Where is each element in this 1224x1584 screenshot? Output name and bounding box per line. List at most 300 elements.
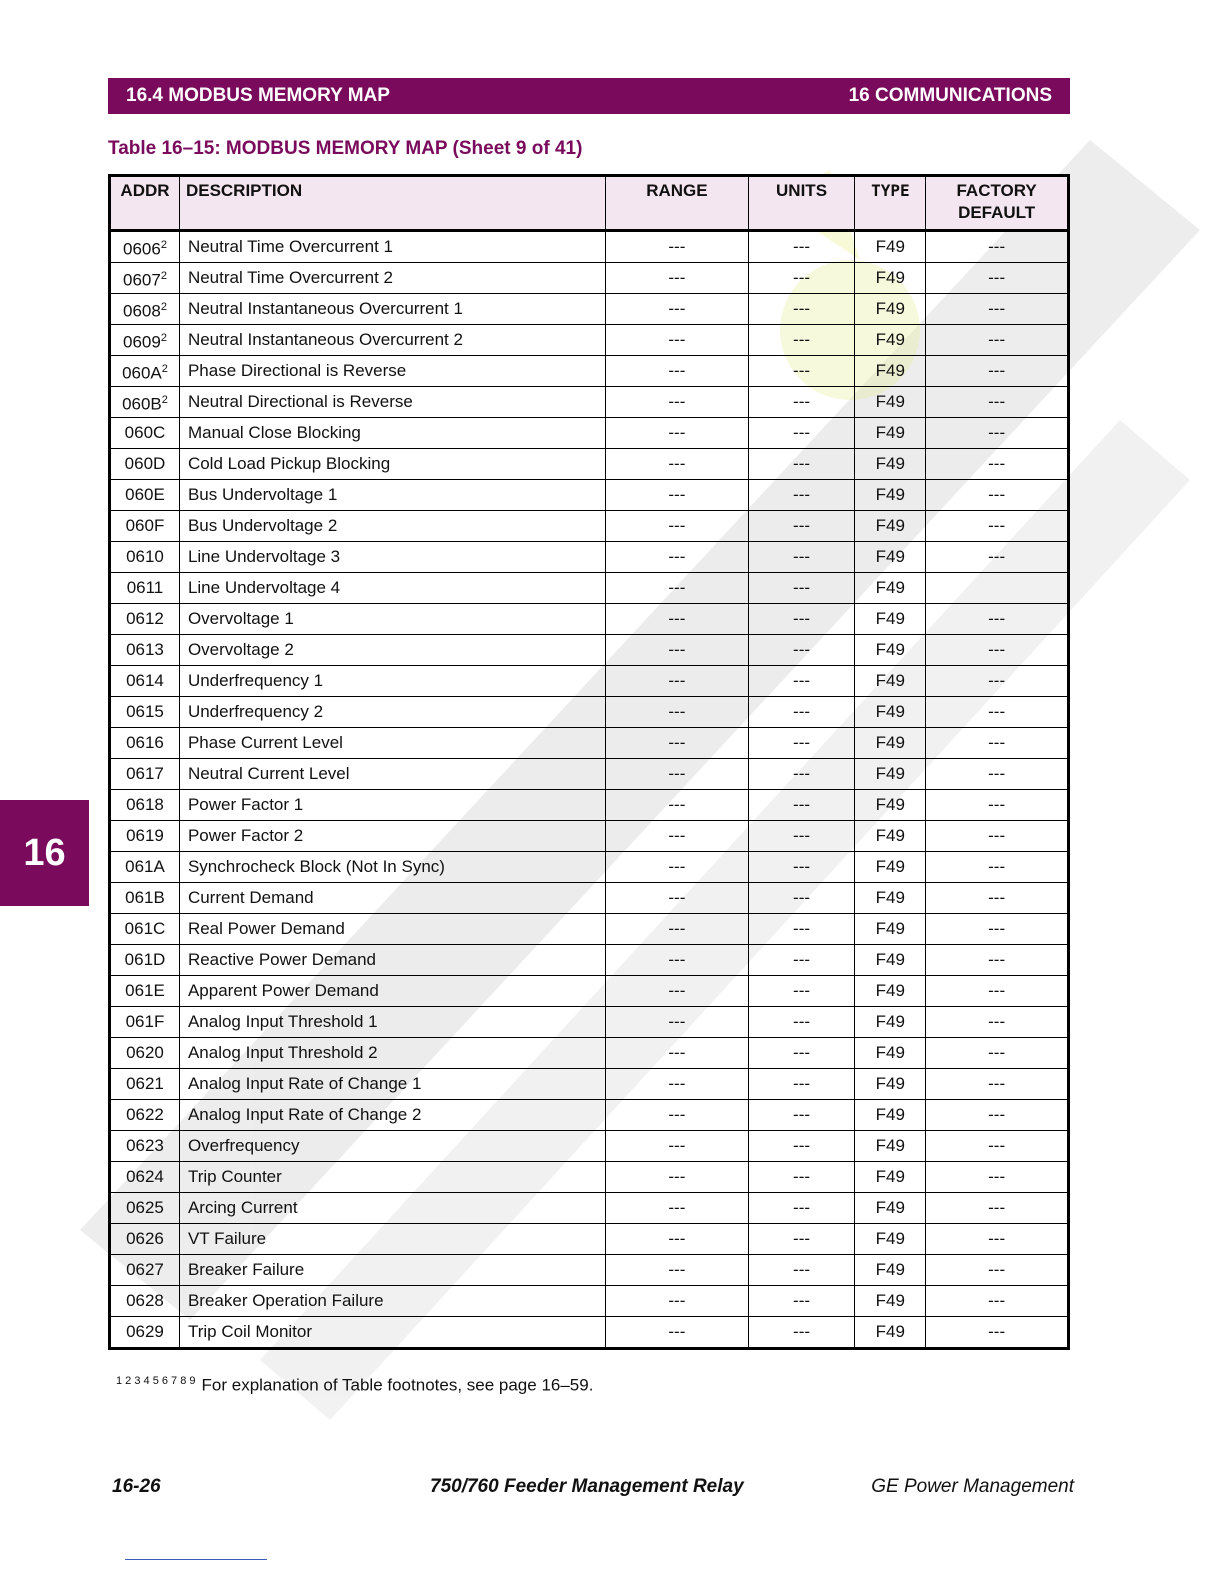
cell-type: F49 — [855, 542, 926, 573]
cell-units: --- — [748, 418, 855, 449]
cell-factory-default: --- — [926, 1162, 1069, 1193]
cell-description: Analog Input Rate of Change 1 — [179, 1069, 605, 1100]
addr-value: 061D — [124, 950, 166, 969]
table-row — [110, 263, 1069, 294]
addr-value: 0620 — [126, 1043, 164, 1062]
cell-description: Analog Input Rate of Change 2 — [179, 1100, 605, 1131]
cell-range: --- — [606, 635, 749, 666]
table-row — [110, 697, 1069, 728]
cell-range: --- — [606, 449, 749, 480]
table-row — [110, 511, 1069, 542]
cell-factory-default: --- — [926, 1007, 1069, 1038]
cell-type: F49 — [855, 356, 926, 387]
cell-units: --- — [748, 1193, 855, 1224]
footnote-marks: 1 2 3 4 5 6 7 8 9 — [116, 1375, 196, 1387]
table-row — [110, 914, 1069, 945]
cell-description: Underfrequency 2 — [179, 697, 605, 728]
table-row — [110, 1224, 1069, 1255]
cell-description: VT Failure — [179, 1224, 605, 1255]
cell-addr — [110, 604, 180, 635]
table-row — [110, 821, 1069, 852]
cell-units: --- — [748, 356, 855, 387]
cell-units: --- — [748, 976, 855, 1007]
table-row — [110, 1131, 1069, 1162]
cell-addr — [110, 1131, 180, 1162]
cell-addr — [110, 821, 180, 852]
cell-factory-default: --- — [926, 697, 1069, 728]
cell-type: F49 — [855, 1038, 926, 1069]
cell-factory-default: --- — [926, 263, 1069, 294]
cell-type: F49 — [855, 635, 926, 666]
cell-description: Power Factor 1 — [179, 790, 605, 821]
cell-units: --- — [748, 449, 855, 480]
cell-addr — [110, 852, 180, 883]
cell-addr — [110, 1100, 180, 1131]
addr-value: 0624 — [126, 1167, 164, 1186]
cell-units: --- — [748, 542, 855, 573]
cell-factory-default: --- — [926, 790, 1069, 821]
column-header-factory-default: FACTORY DEFAULT — [926, 176, 1069, 231]
cell-factory-default: --- — [926, 976, 1069, 1007]
cell-description: Overvoltage 1 — [179, 604, 605, 635]
cell-description: Apparent Power Demand — [179, 976, 605, 1007]
cell-description: Trip Coil Monitor — [179, 1317, 605, 1349]
table-row — [110, 387, 1069, 418]
cell-addr — [110, 1007, 180, 1038]
cell-range: --- — [606, 1286, 749, 1317]
cell-addr — [110, 976, 180, 1007]
cell-addr — [110, 325, 180, 356]
company-name: GE Power Management — [871, 1476, 1074, 1497]
addr-value: 0621 — [126, 1074, 164, 1093]
cell-units: --- — [748, 821, 855, 852]
cell-description: Overfrequency — [179, 1131, 605, 1162]
cell-description: Breaker Operation Failure — [179, 1286, 605, 1317]
addr-value: 0629 — [126, 1322, 164, 1341]
table-row — [110, 1317, 1069, 1349]
cell-units: --- — [748, 511, 855, 542]
addr-value: 0607 — [123, 270, 161, 290]
cell-type: F49 — [855, 1100, 926, 1131]
cell-units: --- — [748, 728, 855, 759]
table-row — [110, 1069, 1069, 1100]
cell-addr — [110, 511, 180, 542]
cell-units: --- — [748, 231, 855, 263]
chapter-side-tab: 16 — [0, 800, 89, 906]
cell-units: --- — [748, 1100, 855, 1131]
cell-addr — [110, 1193, 180, 1224]
table-row — [110, 449, 1069, 480]
addr-value: 061F — [125, 1012, 165, 1031]
addr-value: 061E — [125, 981, 165, 1000]
cell-type: F49 — [855, 666, 926, 697]
addr-value: 060D — [124, 454, 166, 473]
cell-range: --- — [606, 573, 749, 604]
addr-value: 0628 — [126, 1291, 164, 1310]
cell-range: --- — [606, 790, 749, 821]
cell-type: F49 — [855, 573, 926, 604]
cell-description: Manual Close Blocking — [179, 418, 605, 449]
cell-units: --- — [748, 263, 855, 294]
cell-range: --- — [606, 1069, 749, 1100]
table-row — [110, 790, 1069, 821]
addr-value: 0611 — [126, 578, 164, 597]
product-name: 750/760 Feeder Management Relay — [430, 1476, 744, 1497]
cell-range: --- — [606, 1038, 749, 1069]
cell-factory-default: --- — [926, 914, 1069, 945]
addr-value: 0615 — [126, 702, 164, 721]
cell-factory-default: --- — [926, 1317, 1069, 1349]
addr-value: 0625 — [126, 1198, 164, 1217]
footnote-text: For explanation of Table footnotes, see page 16–59. — [201, 1375, 594, 1395]
table-row — [110, 945, 1069, 976]
footnote-ref: 2 — [161, 393, 168, 406]
table-title: Table 16–15: MODBUS MEMORY MAP (Sheet 9 of 41) — [108, 138, 583, 159]
cell-addr — [110, 1224, 180, 1255]
footnote-ref: 2 — [160, 269, 167, 282]
addr-value: 060A — [122, 363, 162, 383]
cell-description: Cold Load Pickup Blocking — [179, 449, 605, 480]
cell-factory-default: --- — [926, 1100, 1069, 1131]
cell-range: --- — [606, 697, 749, 728]
cell-type: F49 — [855, 604, 926, 635]
table-row — [110, 728, 1069, 759]
addr-value: 0622 — [126, 1105, 164, 1124]
cell-type: F49 — [855, 294, 926, 325]
footnote-ref: 2 — [160, 238, 167, 251]
cell-factory-default: --- — [926, 1286, 1069, 1317]
cell-range: --- — [606, 1131, 749, 1162]
table-footnote — [116, 1375, 593, 1396]
addr-value: 0618 — [126, 795, 164, 814]
cell-range: --- — [606, 1193, 749, 1224]
cell-factory-default: --- — [926, 294, 1069, 325]
cell-range: --- — [606, 1007, 749, 1038]
column-header-addr: ADDR — [110, 176, 180, 231]
cell-factory-default: --- — [926, 356, 1069, 387]
cell-units: --- — [748, 666, 855, 697]
addr-value: 0627 — [126, 1260, 164, 1279]
cell-type: F49 — [855, 231, 926, 263]
cell-units: --- — [748, 852, 855, 883]
cell-factory-default: --- — [926, 231, 1069, 263]
table-row — [110, 1286, 1069, 1317]
cell-description: Synchrocheck Block (Not In Sync) — [179, 852, 605, 883]
cell-type: F49 — [855, 480, 926, 511]
cell-type: F49 — [855, 883, 926, 914]
cell-addr — [110, 914, 180, 945]
table-row — [110, 1100, 1069, 1131]
cell-units: --- — [748, 325, 855, 356]
cell-factory-default: --- — [926, 1038, 1069, 1069]
cell-factory-default: --- — [926, 1131, 1069, 1162]
table-row — [110, 666, 1069, 697]
cell-type: F49 — [855, 1286, 926, 1317]
column-header-units: UNITS — [748, 176, 855, 231]
cell-units: --- — [748, 945, 855, 976]
addr-value: 061A — [125, 857, 165, 876]
section-title: 16.4 MODBUS MEMORY MAP — [126, 85, 390, 106]
cell-description: Analog Input Threshold 1 — [179, 1007, 605, 1038]
cell-range: --- — [606, 759, 749, 790]
addr-value: 0616 — [126, 733, 164, 752]
cell-factory-default: --- — [926, 418, 1069, 449]
column-header-range: RANGE — [606, 176, 749, 231]
table-row — [110, 1038, 1069, 1069]
cell-factory-default: --- — [926, 666, 1069, 697]
table-header-row — [110, 176, 1069, 231]
addr-value: 061C — [124, 919, 166, 938]
table-row — [110, 883, 1069, 914]
cell-range: --- — [606, 914, 749, 945]
cell-factory-default: --- — [926, 728, 1069, 759]
cell-addr — [110, 1162, 180, 1193]
cell-factory-default: --- — [926, 511, 1069, 542]
cell-description: Underfrequency 1 — [179, 666, 605, 697]
cell-addr — [110, 1069, 180, 1100]
table-row — [110, 573, 1069, 604]
cell-units: --- — [748, 759, 855, 790]
cell-units: --- — [748, 1224, 855, 1255]
cell-type: F49 — [855, 325, 926, 356]
cell-factory-default: --- — [926, 604, 1069, 635]
cell-addr — [110, 666, 180, 697]
cell-description: Real Power Demand — [179, 914, 605, 945]
cell-description: Bus Undervoltage 2 — [179, 511, 605, 542]
section-header-bar — [108, 78, 1070, 114]
cell-description: Power Factor 2 — [179, 821, 605, 852]
cell-range: --- — [606, 945, 749, 976]
cell-addr — [110, 1317, 180, 1349]
column-header-description: DESCRIPTION — [179, 176, 605, 231]
cell-units: --- — [748, 1162, 855, 1193]
addr-value: 0614 — [126, 671, 164, 690]
cell-range: --- — [606, 1162, 749, 1193]
cell-description: Trip Counter — [179, 1162, 605, 1193]
cell-units: --- — [748, 1069, 855, 1100]
cell-units: --- — [748, 697, 855, 728]
footnote-ref: 2 — [160, 331, 167, 344]
cell-range: --- — [606, 542, 749, 573]
table-row — [110, 604, 1069, 635]
cell-factory-default: --- — [926, 1069, 1069, 1100]
cell-range: --- — [606, 263, 749, 294]
cell-addr — [110, 883, 180, 914]
cell-range: --- — [606, 1255, 749, 1286]
bottom-rule — [125, 1559, 267, 1560]
cell-description: Neutral Instantaneous Overcurrent 1 — [179, 294, 605, 325]
cell-addr — [110, 697, 180, 728]
cell-range: --- — [606, 418, 749, 449]
cell-type: F49 — [855, 387, 926, 418]
footnote-ref: 2 — [161, 362, 168, 375]
cell-addr — [110, 790, 180, 821]
cell-addr — [110, 759, 180, 790]
addr-value: 0609 — [123, 332, 161, 352]
cell-units: --- — [748, 573, 855, 604]
cell-factory-default: --- — [926, 759, 1069, 790]
cell-range: --- — [606, 666, 749, 697]
cell-addr — [110, 728, 180, 759]
table-row — [110, 542, 1069, 573]
addr-value: 0617 — [126, 764, 164, 783]
cell-description: Current Demand — [179, 883, 605, 914]
cell-type: F49 — [855, 511, 926, 542]
addr-value: 0610 — [126, 547, 164, 566]
cell-type: F49 — [855, 728, 926, 759]
cell-addr — [110, 635, 180, 666]
cell-description: Reactive Power Demand — [179, 945, 605, 976]
cell-units: --- — [748, 883, 855, 914]
cell-addr — [110, 542, 180, 573]
cell-description: Arcing Current — [179, 1193, 605, 1224]
table-row — [110, 418, 1069, 449]
addr-value: 061B — [125, 888, 165, 907]
cell-range: --- — [606, 883, 749, 914]
cell-units: --- — [748, 1131, 855, 1162]
cell-type: F49 — [855, 418, 926, 449]
cell-addr — [110, 418, 180, 449]
cell-addr — [110, 1286, 180, 1317]
table-row — [110, 759, 1069, 790]
cell-factory-default: --- — [926, 945, 1069, 976]
cell-description: Breaker Failure — [179, 1255, 605, 1286]
cell-type: F49 — [855, 852, 926, 883]
cell-type: F49 — [855, 697, 926, 728]
cell-range: --- — [606, 511, 749, 542]
cell-addr — [110, 1038, 180, 1069]
cell-range: --- — [606, 976, 749, 1007]
cell-type: F49 — [855, 821, 926, 852]
cell-units: --- — [748, 480, 855, 511]
cell-range: --- — [606, 231, 749, 263]
cell-units: --- — [748, 604, 855, 635]
addr-value: 0608 — [123, 301, 161, 321]
cell-addr — [110, 449, 180, 480]
cell-units: --- — [748, 1038, 855, 1069]
cell-factory-default: --- — [926, 821, 1069, 852]
addr-value: 060B — [122, 394, 162, 414]
cell-addr — [110, 231, 180, 263]
cell-addr — [110, 1255, 180, 1286]
cell-addr — [110, 573, 180, 604]
addr-value: 0612 — [126, 609, 164, 628]
chapter-title: 16 COMMUNICATIONS — [848, 85, 1052, 106]
cell-range: --- — [606, 821, 749, 852]
cell-factory-default — [926, 573, 1069, 604]
cell-factory-default: --- — [926, 542, 1069, 573]
cell-units: --- — [748, 294, 855, 325]
cell-units: --- — [748, 1286, 855, 1317]
cell-units: --- — [748, 790, 855, 821]
table-row — [110, 852, 1069, 883]
cell-factory-default: --- — [926, 387, 1069, 418]
cell-description: Neutral Current Level — [179, 759, 605, 790]
addr-value: 0623 — [126, 1136, 164, 1155]
cell-type: F49 — [855, 1255, 926, 1286]
cell-factory-default: --- — [926, 635, 1069, 666]
cell-units: --- — [748, 1317, 855, 1349]
table-row — [110, 1162, 1069, 1193]
cell-description: Phase Directional is Reverse — [179, 356, 605, 387]
cell-type: F49 — [855, 449, 926, 480]
cell-addr — [110, 356, 180, 387]
cell-units: --- — [748, 1255, 855, 1286]
cell-description: Analog Input Threshold 2 — [179, 1038, 605, 1069]
page-number: 16-26 — [112, 1476, 161, 1497]
cell-addr — [110, 263, 180, 294]
cell-units: --- — [748, 635, 855, 666]
table-row — [110, 976, 1069, 1007]
cell-type: F49 — [855, 1069, 926, 1100]
cell-addr — [110, 294, 180, 325]
addr-value: 0613 — [126, 640, 164, 659]
cell-range: --- — [606, 1224, 749, 1255]
addr-value: 060C — [124, 423, 166, 442]
cell-type: F49 — [855, 1193, 926, 1224]
cell-range: --- — [606, 728, 749, 759]
cell-range: --- — [606, 480, 749, 511]
cell-type: F49 — [855, 945, 926, 976]
table-row — [110, 1255, 1069, 1286]
cell-description: Neutral Instantaneous Overcurrent 2 — [179, 325, 605, 356]
cell-units: --- — [748, 914, 855, 945]
column-header-type: TYPE — [855, 176, 926, 231]
cell-description: Neutral Time Overcurrent 2 — [179, 263, 605, 294]
table-row — [110, 1007, 1069, 1038]
cell-description: Line Undervoltage 3 — [179, 542, 605, 573]
table-row — [110, 231, 1069, 263]
footnote-ref: 2 — [160, 300, 167, 313]
table-row — [110, 1193, 1069, 1224]
cell-description: Neutral Time Overcurrent 1 — [179, 231, 605, 263]
addr-value: 0619 — [126, 826, 164, 845]
memory-map-table — [108, 174, 1070, 1350]
cell-type: F49 — [855, 790, 926, 821]
cell-description: Line Undervoltage 4 — [179, 573, 605, 604]
cell-range: --- — [606, 325, 749, 356]
cell-units: --- — [748, 1007, 855, 1038]
table-row — [110, 480, 1069, 511]
cell-factory-default: --- — [926, 1193, 1069, 1224]
cell-range: --- — [606, 1100, 749, 1131]
cell-addr — [110, 480, 180, 511]
cell-addr — [110, 945, 180, 976]
cell-range: --- — [606, 387, 749, 418]
addr-value: 060F — [125, 516, 165, 535]
cell-range: --- — [606, 1317, 749, 1349]
cell-type: F49 — [855, 914, 926, 945]
cell-factory-default: --- — [926, 852, 1069, 883]
cell-type: F49 — [855, 1317, 926, 1349]
table-row — [110, 635, 1069, 666]
cell-range: --- — [606, 294, 749, 325]
cell-type: F49 — [855, 759, 926, 790]
cell-type: F49 — [855, 1131, 926, 1162]
cell-range: --- — [606, 604, 749, 635]
cell-factory-default: --- — [926, 325, 1069, 356]
cell-factory-default: --- — [926, 480, 1069, 511]
cell-type: F49 — [855, 976, 926, 1007]
cell-factory-default: --- — [926, 1224, 1069, 1255]
cell-range: --- — [606, 356, 749, 387]
cell-description: Bus Undervoltage 1 — [179, 480, 605, 511]
cell-description: Overvoltage 2 — [179, 635, 605, 666]
cell-type: F49 — [855, 1007, 926, 1038]
cell-description: Phase Current Level — [179, 728, 605, 759]
table-row — [110, 294, 1069, 325]
addr-value: 0626 — [126, 1229, 164, 1248]
